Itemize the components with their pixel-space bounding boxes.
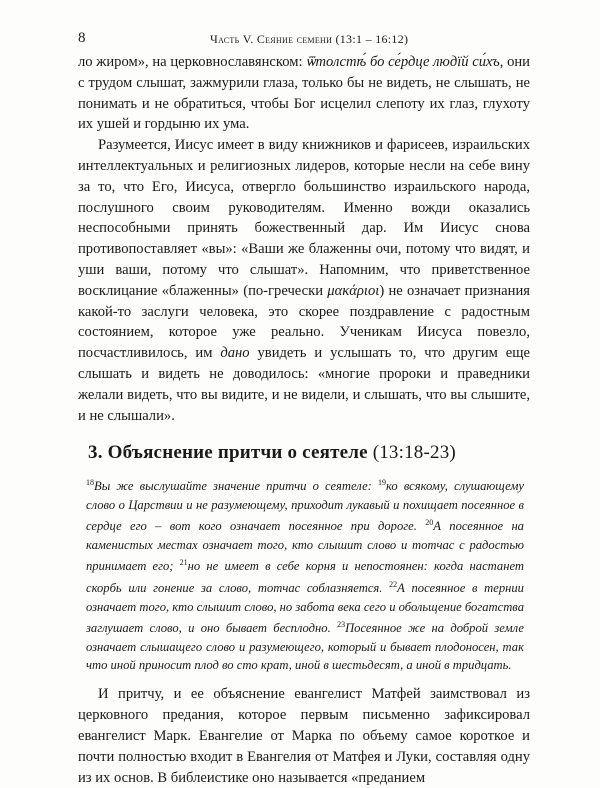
verse-number: 20 [425, 518, 434, 528]
page-header [78, 30, 530, 52]
verse-19: ко всякому, слушающему слово о Царствии и не разумеющему, приходит лукавый и похищает посеянное в сердце его – вот кого означает посеянное при дороге. [86, 479, 524, 534]
section-ref: (13:18-23) [372, 442, 456, 464]
verse-21: но не имеет в себе корня и непостоянен: когда настанет скорбь или гонение за слово, тотчас соблазняется. [86, 559, 524, 596]
verse-18: Вы же выслушайте значение притчи о сеятеле: [94, 479, 378, 494]
paragraph-1 [78, 52, 530, 135]
verse-22: А посеянное в тернии означает того, кто слышит слово, но забота века сего и обольщение богатства заглушает слово, и оно бывает бесплодно. [86, 581, 524, 636]
verse-number: 19 [378, 478, 386, 488]
running-head: Часть V. Сеяние семени (13:1 – 16:12) [210, 32, 409, 46]
para1-text-a: ло жиром», на церковнославянском: [78, 54, 307, 70]
page-number: 8 [78, 30, 86, 46]
paragraph-2 [78, 135, 530, 426]
slavonic-quote: ѿтолстѣ́ бо се́рдце людїй си́хъ [306, 54, 500, 70]
para1-text-b: , они с трудом слышат, зажмурили глаза, только бы не видеть, не слышать, не понимать и не обратиться, чтобы Бог исцелил слепоту их глаз, глухоту их ушей и гордыню их ума. [78, 54, 530, 133]
section-heading [88, 442, 530, 464]
book-page [78, 30, 530, 788]
paragraph-3: И притчу, и ее объяснение евангелист Матфей заимствовал из церковного предания, которое первым письменно зафиксировал евангелист Марк. Евангелие от Марка по объему самое короткое и почти полностью входит в Евангелия от Матфея и Луки, составляя одну из их основ. В библеистике оно называется «преданием [78, 686, 530, 786]
section-title: 3. Объяснение притчи о сеятеле [88, 442, 368, 464]
verse-number: 22 [389, 579, 398, 589]
verse-23: Посеянное же на доброй земле означает слышащего слово и разумеющего, который и бывает плодоносен, так что иной приносит плод во сто крат, иной в шестьдесят, а иной в тридцать. [86, 621, 525, 672]
verse-number: 21 [179, 558, 188, 568]
verse-20: А посеянное на каменистых местах означает того, кто слышит слово и тотчас с радостью принимает его; [86, 519, 524, 574]
italic-word: дано [220, 345, 250, 362]
para2-text-b: ) не означает признания какой-то заслуги человека, это скорее поздравление с радостным состоянием, которое уже реально. Ученикам Иисуса повезло, посчастливилось, им [78, 282, 530, 362]
greek-word: μακάριοι [327, 282, 380, 299]
para2-text-a: Разумеется, Иисус имеет в виду книжников и фарисеев, израильских интеллектуальных и религиозных лидеров, которые несли на себе вину за то, что Его, Иисуса, отвергло большинство израильского народа, послушного своим руководителям. Именно вожди оказались неспособными принять божественный дар. Им Иисус снова противопоставляет «вы»: «Ваши же блаженны очи, потому что видят, и уши ваши, потому что слышат». Напомним, что приветственное восклицание «блаженны» (по-гречески [78, 137, 530, 299]
scripture-passage [86, 474, 524, 674]
verse-number: 18 [86, 478, 94, 488]
verse-number: 23 [337, 619, 346, 629]
para2-text-c: увидеть и услышать то, что другим еще слышать и видеть не доводилось: «многие пророки и праведники желали видеть, что вы видите, и не видели, и слышать, что вы слышите, и не слышали». [78, 345, 530, 424]
